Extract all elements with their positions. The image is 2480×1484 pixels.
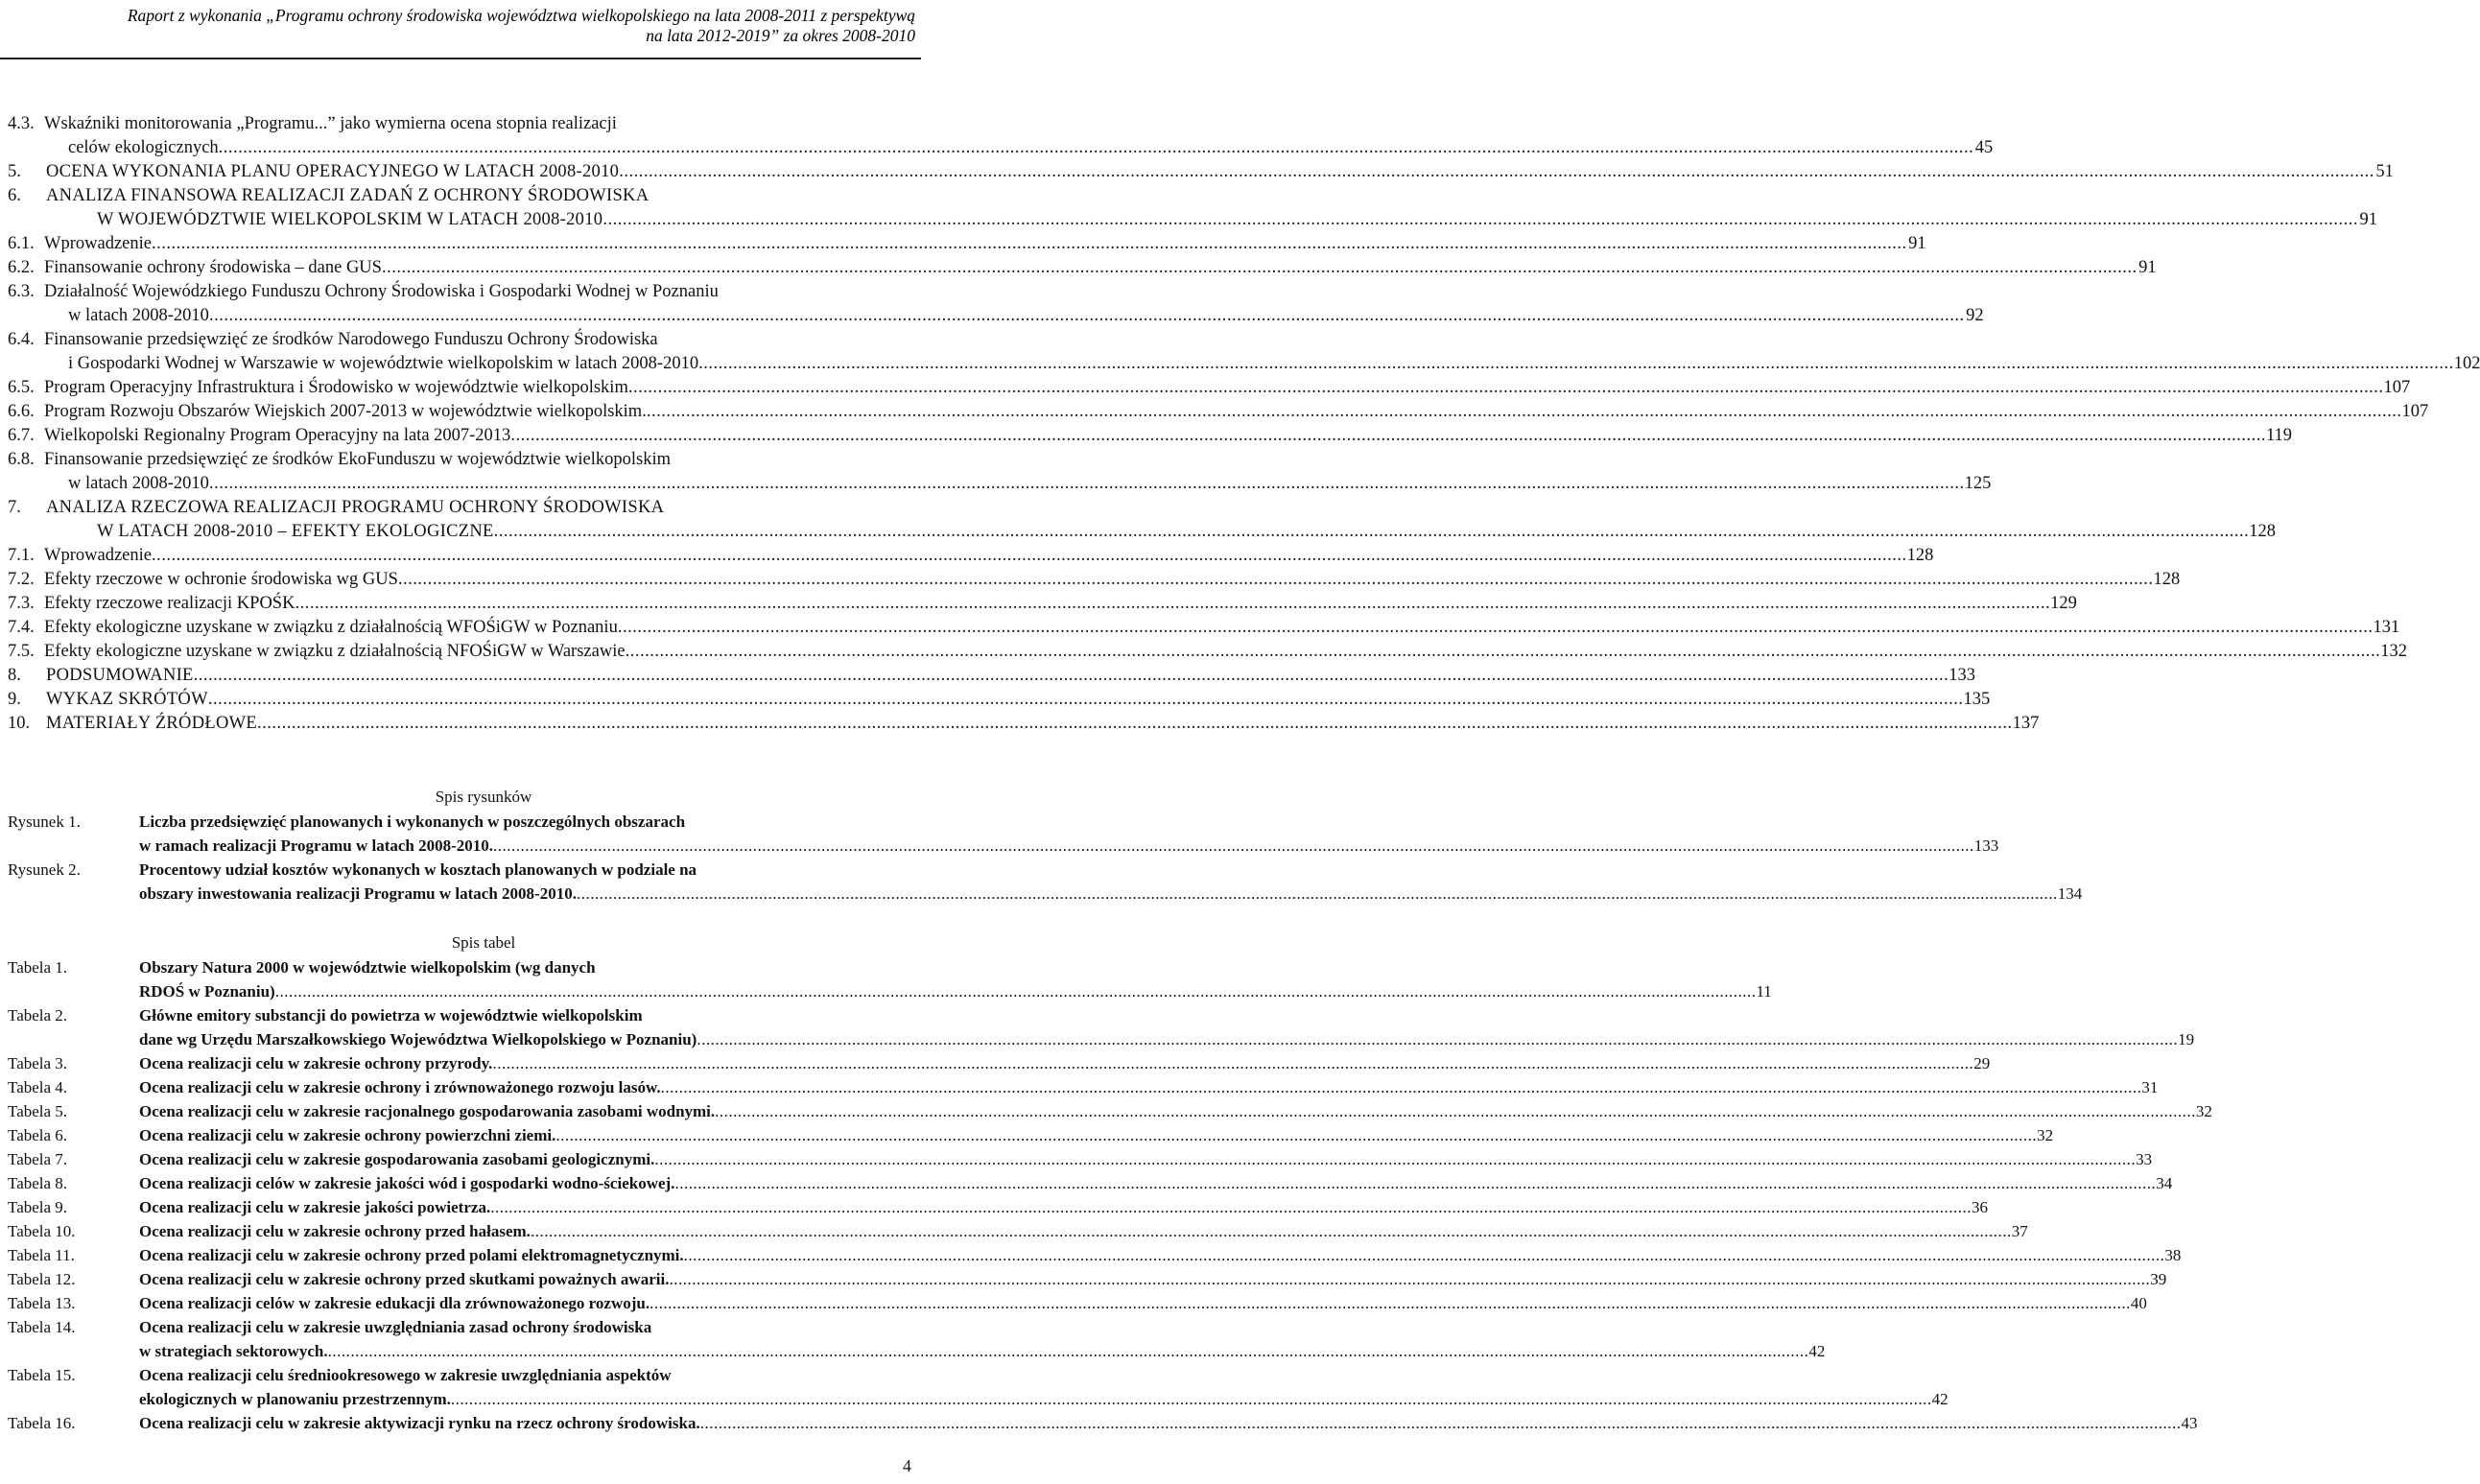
toc-entry-page: 91 [2359, 210, 2377, 229]
toc-entry-title: i Gospodarki Wodnej w Warszawie w województwie wielkopolskim w latach 2008-2010 [68, 354, 699, 373]
dot-leader [555, 1123, 2037, 1147]
toc-entry[interactable] [8, 544, 1934, 568]
toc-entry-page: 135 [1963, 690, 1991, 709]
dot-leader [661, 1075, 2142, 1099]
table-entry-page: 19 [2178, 1030, 2195, 1048]
dot-leader [650, 1291, 2131, 1315]
toc-entry-number: 10. [8, 714, 31, 733]
toc-entry-title: Finansowanie przedsięwzięć ze środków EkoFunduszu w województwie wielkopolskim [44, 450, 672, 469]
table-entry-body [139, 1363, 921, 1387]
table-entry-label: Tabela 12. [8, 1270, 76, 1288]
figure-entry[interactable] [8, 858, 2083, 906]
table-entry-label: Tabela 3. [8, 1054, 68, 1072]
list-of-tables [8, 930, 2212, 1435]
table-entry-label: Tabela 14. [8, 1318, 76, 1336]
toc-entry-number: 6.2. [8, 258, 35, 277]
table-entry-body [139, 1315, 921, 1339]
dot-leader [531, 1219, 2012, 1243]
table-entry-title: Obszary Natura 2000 w województwie wielkopolskim (wg danych [139, 958, 596, 977]
table-entry-title: Ocena realizacji celu w zakresie ochrony i zrównoważonego rozwoju lasów. [139, 1078, 661, 1096]
table-entry-label: Tabela 16. [8, 1414, 76, 1432]
toc-entry-title: Program Rozwoju Obszarów Wiejskich 2007-2013 w województwie wielkopolskim. [44, 402, 647, 421]
toc-entry-title: Działalność Wojewódzkiego Funduszu Ochrony Środowiska i Gospodarki Wodnej w Poznaniu [44, 282, 719, 301]
dot-leader [697, 1027, 2178, 1051]
dot-leader [194, 664, 1949, 688]
toc-entry[interactable] [8, 280, 1984, 328]
dot-leader [451, 1387, 1932, 1411]
dot-leader [490, 1195, 1972, 1219]
dot-leader [493, 834, 1974, 858]
table-entry-title: Ocena realizacji celu w zakresie aktywizacji rynku na rzecz ochrony środowiska. [139, 1414, 700, 1432]
table-entry-body [139, 1339, 1825, 1363]
table-entry-label: Tabela 8. [8, 1174, 68, 1192]
dot-leader [654, 1147, 2136, 1171]
toc-entry-page: 128 [1906, 546, 1934, 565]
dot-leader [219, 136, 1974, 160]
table-entry[interactable] [8, 1291, 2147, 1315]
header-line-1: Raport z wykonania „Programu ochrony środowiska województwa wielkopolskiego na lata 2008-2011 z perspektywą [127, 6, 915, 25]
table-entry-title: w strategiach sektorowych. [139, 1342, 328, 1360]
table-entry-page: 34 [2156, 1174, 2173, 1192]
dot-leader [618, 616, 2374, 640]
toc-entry[interactable] [8, 616, 2400, 640]
dot-leader [698, 352, 2454, 376]
table-entry[interactable] [8, 1003, 2195, 1051]
table-entry[interactable] [8, 1315, 1826, 1363]
dot-leader [674, 1171, 2156, 1195]
table-entry[interactable] [8, 1363, 1949, 1411]
table-entry-body [139, 1219, 2028, 1243]
table-entry[interactable] [8, 1411, 2198, 1435]
toc-entry-number: 7.1. [8, 546, 35, 565]
table-entry-label: Tabela 4. [8, 1078, 68, 1096]
dot-leader [494, 520, 2250, 544]
toc-entry[interactable] [8, 592, 2077, 616]
toc-entry-page: 107 [2401, 402, 2429, 421]
table-entry-page: 37 [2011, 1222, 2028, 1240]
dot-leader [275, 979, 1757, 1003]
dot-leader [669, 1267, 2150, 1291]
table-entry-body [139, 1291, 2147, 1315]
table-entry[interactable] [8, 1219, 2028, 1243]
toc-entry[interactable] [8, 664, 1976, 688]
toc-entry-title: Efekty ekologiczne uzyskane w związku z działalnością WFOŚiGW w Poznaniu [44, 618, 618, 637]
toc-entry-page: 128 [2153, 570, 2181, 589]
table-entry[interactable] [8, 1267, 2167, 1291]
toc-entry[interactable] [8, 688, 1991, 712]
toc-entry-page: 131 [2373, 618, 2400, 637]
toc-entry-number: 6.5. [8, 378, 35, 397]
table-entry-body [139, 1099, 2212, 1123]
figure-entry-page: 134 [2057, 884, 2083, 903]
toc-entry[interactable] [8, 232, 1926, 256]
figure-entry-title: obszary inwestowania realizacji Programu w latach 2008-2010. [139, 884, 577, 903]
table-entry[interactable] [8, 955, 1772, 1003]
table-entry-label: Tabela 5. [8, 1102, 68, 1120]
table-entry-title: Ocena realizacji celu w zakresie ochrony przyrody. [139, 1054, 493, 1072]
figure-entry-body [139, 858, 921, 882]
table-entry[interactable] [8, 1099, 2212, 1123]
table-of-contents [8, 112, 2480, 736]
toc-entry-number: 7.3. [8, 594, 35, 613]
table-entry-page: 38 [2164, 1246, 2182, 1264]
table-entry-page: 31 [2141, 1078, 2159, 1096]
table-entry-title: Ocena realizacji celu średniookresowego w zakresie uwzględniania aspektów [139, 1366, 672, 1384]
dot-leader [577, 882, 2058, 906]
table-entry-body [139, 1075, 2158, 1099]
table-entry-label: Tabela 13. [8, 1294, 76, 1312]
table-entry-title: Ocena realizacji celu w zakresie ochrony przed hałasem. [139, 1222, 531, 1240]
table-entry-title: Ocena realizacji celu w zakresie gospodarowania zasobami geologicznymi. [139, 1150, 655, 1168]
table-entry-page: 32 [2037, 1126, 2054, 1144]
header-rule [0, 58, 921, 59]
toc-entry-page: 128 [2249, 522, 2276, 541]
figure-entry-title: Liczba przedsięwzięć planowanych i wykonanych w poszczególnych obszarach [139, 813, 686, 831]
running-header [0, 0, 921, 59]
table-entry-page: 32 [2195, 1102, 2212, 1120]
toc-entry[interactable] [8, 256, 2157, 280]
toc-entry-title: W LATACH 2008-2010 – EFEKTY EKOLOGICZNE [97, 522, 494, 541]
table-entry-page: 43 [2181, 1414, 2198, 1432]
dot-leader [626, 640, 2381, 664]
figure-entry-body [139, 810, 921, 834]
toc-entry-page: 132 [2380, 642, 2407, 661]
toc-entry-number: 6.1. [8, 234, 35, 253]
toc-entry-number: 4.3. [8, 114, 35, 133]
table-entry-body [139, 1387, 1949, 1411]
toc-entry-page: 45 [1974, 138, 1994, 157]
header-line-2: na lata 2012-2019” za okres 2008-2010 [646, 26, 915, 45]
dot-leader [328, 1339, 1809, 1363]
toc-entry[interactable] [8, 376, 2411, 400]
figure-entry-label: Rysunek 2. [8, 860, 81, 879]
table-entry-body [139, 1243, 2181, 1267]
dot-leader [398, 568, 2154, 592]
toc-entry-number: 6.7. [8, 426, 35, 445]
table-entry-label: Tabela 6. [8, 1126, 68, 1144]
table-entry-title: Ocena realizacji celu w zakresie uwzględniania zasad ochrony środowiska [139, 1318, 652, 1336]
toc-entry-page: 51 [2375, 162, 2394, 181]
table-entry-body [139, 1411, 2197, 1435]
toc-entry-page: 137 [2012, 714, 2040, 733]
dot-leader [152, 544, 1907, 568]
table-entry-body [139, 955, 921, 979]
toc-entry-page: 107 [2383, 378, 2411, 397]
table-entry-label: Tabela 9. [8, 1198, 68, 1216]
table-entry-body [139, 979, 1772, 1003]
dot-leader [510, 424, 2266, 448]
toc-entry-page: 91 [2138, 258, 2157, 277]
table-entry-body [139, 1051, 1990, 1075]
toc-entry[interactable] [8, 448, 1992, 496]
table-entry-body [139, 1003, 921, 1027]
dot-leader [602, 208, 2358, 232]
toc-entry-number: 6.6. [8, 402, 35, 421]
toc-entry-title: Finansowanie ochrony środowiska – dane GUS [44, 258, 382, 277]
toc-entry-title: Efekty ekologiczne uzyskane w związku z działalnością NFOŚiGW w Warszawie [44, 642, 626, 661]
toc-entry-number: 9. [8, 690, 21, 709]
figure-entry-body [139, 882, 2082, 906]
toc-entry-title: Efekty rzeczowe realizacji KPOŚK [44, 594, 295, 613]
toc-entry-number: 7. [8, 498, 21, 517]
table-entry-page: 42 [1808, 1342, 1826, 1360]
toc-entry[interactable] [8, 160, 2394, 184]
toc-entry-title: Wprowadzenie [44, 546, 152, 565]
toc-entry-title: Efekty rzeczowe w ochronie środowiska wg GUS [44, 570, 398, 589]
dot-leader [715, 1099, 2196, 1123]
toc-entry-page: 92 [1966, 306, 1984, 325]
page-number: 4 [903, 1456, 911, 1475]
dot-leader [382, 256, 2138, 280]
toc-entry-page: 119 [2265, 426, 2293, 445]
table-entry-title: Ocena realizacji celu w zakresie jakości powietrza. [139, 1198, 491, 1216]
table-entry-title: dane wg Urzędu Marszałkowskiego Województwa Wielkopolskiego w Poznaniu) [139, 1030, 697, 1048]
table-entry[interactable] [8, 1051, 1991, 1075]
toc-entry[interactable] [8, 640, 2407, 664]
dot-leader [628, 376, 2384, 400]
toc-entry[interactable] [8, 568, 2181, 592]
table-entry-title: Ocena realizacji celu w zakresie racjonalnego gospodarowania zasobami wodnymi. [139, 1102, 716, 1120]
table-entry-body [139, 1267, 2166, 1291]
toc-entry-page: 129 [2050, 594, 2077, 613]
toc-entry-page: 133 [1949, 666, 1976, 685]
toc-entry[interactable] [8, 400, 2429, 424]
table-entry-page: 29 [1973, 1054, 1991, 1072]
toc-entry-title: w latach 2008-2010 [68, 474, 209, 493]
toc-entry-title: Program Operacyjny Infrastruktura i Środowisko w województwie wielkopolskim [44, 378, 628, 397]
table-entry-title: Ocena realizacji celu w zakresie ochrony przed polami elektromagnetycznymi. [139, 1246, 684, 1264]
table-entry-page: 11 [1756, 982, 1772, 1001]
toc-entry[interactable] [8, 328, 2480, 376]
table-entry-page: 40 [2130, 1294, 2147, 1312]
toc-entry-number: 8. [8, 666, 21, 685]
toc-entry-number: 7.2. [8, 570, 35, 589]
dot-leader [208, 688, 1964, 712]
table-entry-title: ekologicznych w planowaniu przestrzennym. [139, 1390, 451, 1408]
table-entry[interactable] [8, 1171, 2173, 1195]
table-entry-page: 42 [1931, 1390, 1949, 1408]
toc-entry-number: 6.4. [8, 330, 35, 349]
dot-leader [492, 1051, 1973, 1075]
figure-entry-body [139, 834, 1998, 858]
toc-entry-title: Wprowadzenie [44, 234, 152, 253]
toc-entry-title: MATERIAŁY ŹRÓDŁOWE [46, 714, 258, 733]
toc-entry-number: 7.4. [8, 618, 35, 637]
table-entry[interactable] [8, 1147, 2153, 1171]
table-entry-title: RDOŚ w Poznaniu) [139, 982, 275, 1001]
toc-entry-title: ANALIZA FINANSOWA REALIZACJI ZADAŃ Z OCHRONY ŚRODOWISKA [46, 186, 650, 205]
figure-entry-label: Rysunek 1. [8, 813, 81, 831]
figure-entry-title: Procentowy udział kosztów wykonanych w kosztach planowanych w podziale na [139, 860, 697, 879]
dot-leader [257, 712, 2013, 736]
dot-leader [295, 592, 2050, 616]
table-entry-title: Ocena realizacji celów w zakresie edukacji dla zrównoważonego rozwoju. [139, 1294, 650, 1312]
table-entry-body [139, 1123, 2053, 1147]
toc-entry-title: WYKAZ SKRÓTÓW [46, 690, 208, 709]
toc-entry-page: 102 [2453, 354, 2480, 373]
table-entry-label: Tabela 2. [8, 1006, 68, 1025]
table-entry-title: Główne emitory substancji do powietrza w województwie wielkopolskim [139, 1006, 643, 1025]
table-entry-title: Ocena realizacji celu w zakresie ochrony przed skutkami poważnych awarii. [139, 1270, 670, 1288]
table-entry-label: Tabela 7. [8, 1150, 68, 1168]
dot-leader [619, 160, 2374, 184]
toc-entry[interactable] [8, 496, 2276, 544]
dot-leader [700, 1411, 2182, 1435]
toc-entry-page: 125 [1964, 474, 1992, 493]
list-of-tables-title: Spis tabel [451, 933, 516, 952]
toc-entry-number: 5. [8, 162, 21, 181]
toc-entry-number: 6. [8, 186, 21, 205]
figure-entry-title: w ramach realizacji Programu w latach 2008-2010. [139, 836, 494, 855]
dot-leader [684, 1243, 2165, 1267]
dot-leader [152, 232, 1907, 256]
toc-entry-number: 6.3. [8, 282, 35, 301]
toc-entry[interactable] [8, 712, 2040, 736]
toc-entry-title: W WOJEWÓDZTWIE WIELKOPOLSKIM W LATACH 2008-2010 [97, 210, 603, 229]
toc-entry-title: Finansowanie przedsięwzięć ze środków Narodowego Funduszu Ochrony Środowiska [44, 330, 658, 349]
toc-entry-number: 7.5. [8, 642, 35, 661]
figure-entry[interactable] [8, 810, 1999, 858]
dot-leader [209, 304, 1965, 328]
table-entry-body [139, 1027, 2194, 1051]
list-of-figures-title: Spis rysunków [435, 788, 532, 806]
table-entry-page: 33 [2136, 1150, 2153, 1168]
table-entry[interactable] [8, 1243, 2182, 1267]
table-entry-page: 36 [1971, 1198, 1988, 1216]
table-entry-title: Ocena realizacji celu w zakresie ochrony powierzchni ziemi. [139, 1126, 556, 1144]
table-entry-label: Tabela 1. [8, 958, 68, 977]
table-entry-title: Ocena realizacji celów w zakresie jakości wód i gospodarki wodno-ściekowej. [139, 1174, 675, 1192]
table-entry[interactable] [8, 1195, 1988, 1219]
table-entry-label: Tabela 11. [8, 1246, 75, 1264]
toc-entry[interactable] [8, 112, 1994, 160]
table-entry-body [139, 1195, 1988, 1219]
toc-entry-title: Wielkopolski Regionalny Program Operacyjny na lata 2007-2013 [44, 426, 511, 445]
dot-leader [647, 400, 2402, 424]
figure-entry-page: 133 [1973, 836, 1999, 855]
table-entry[interactable] [8, 1123, 2054, 1147]
toc-entry-title: PODSUMOWANIE [46, 666, 194, 685]
dot-leader [209, 472, 1965, 496]
toc-entry-number: 6.8. [8, 450, 35, 469]
toc-entry-title: ANALIZA RZECZOWA REALIZACJI PROGRAMU OCHRONY ŚRODOWISKA [46, 498, 665, 517]
table-entry[interactable] [8, 1075, 2159, 1099]
table-entry-page: 39 [2150, 1270, 2167, 1288]
list-of-figures [8, 785, 2083, 906]
toc-entry-title: Wskaźniki monitorowania „Programu...” jako wymierna ocena stopnia realizacji [44, 114, 617, 133]
toc-entry[interactable] [8, 184, 2377, 232]
table-entry-label: Tabela 10. [8, 1222, 76, 1240]
table-entry-body [139, 1171, 2172, 1195]
toc-entry[interactable] [8, 424, 2293, 448]
toc-entry-title: celów ekologicznych [68, 138, 219, 157]
toc-entry-title: w latach 2008-2010 [68, 306, 209, 325]
toc-entry-page: 91 [1908, 234, 1926, 253]
table-entry-body [139, 1147, 2152, 1171]
toc-entry-title: OCENA WYKONANIA PLANU OPERACYJNEGO W LATACH 2008-2010 [46, 162, 620, 181]
table-entry-label: Tabela 15. [8, 1366, 76, 1384]
